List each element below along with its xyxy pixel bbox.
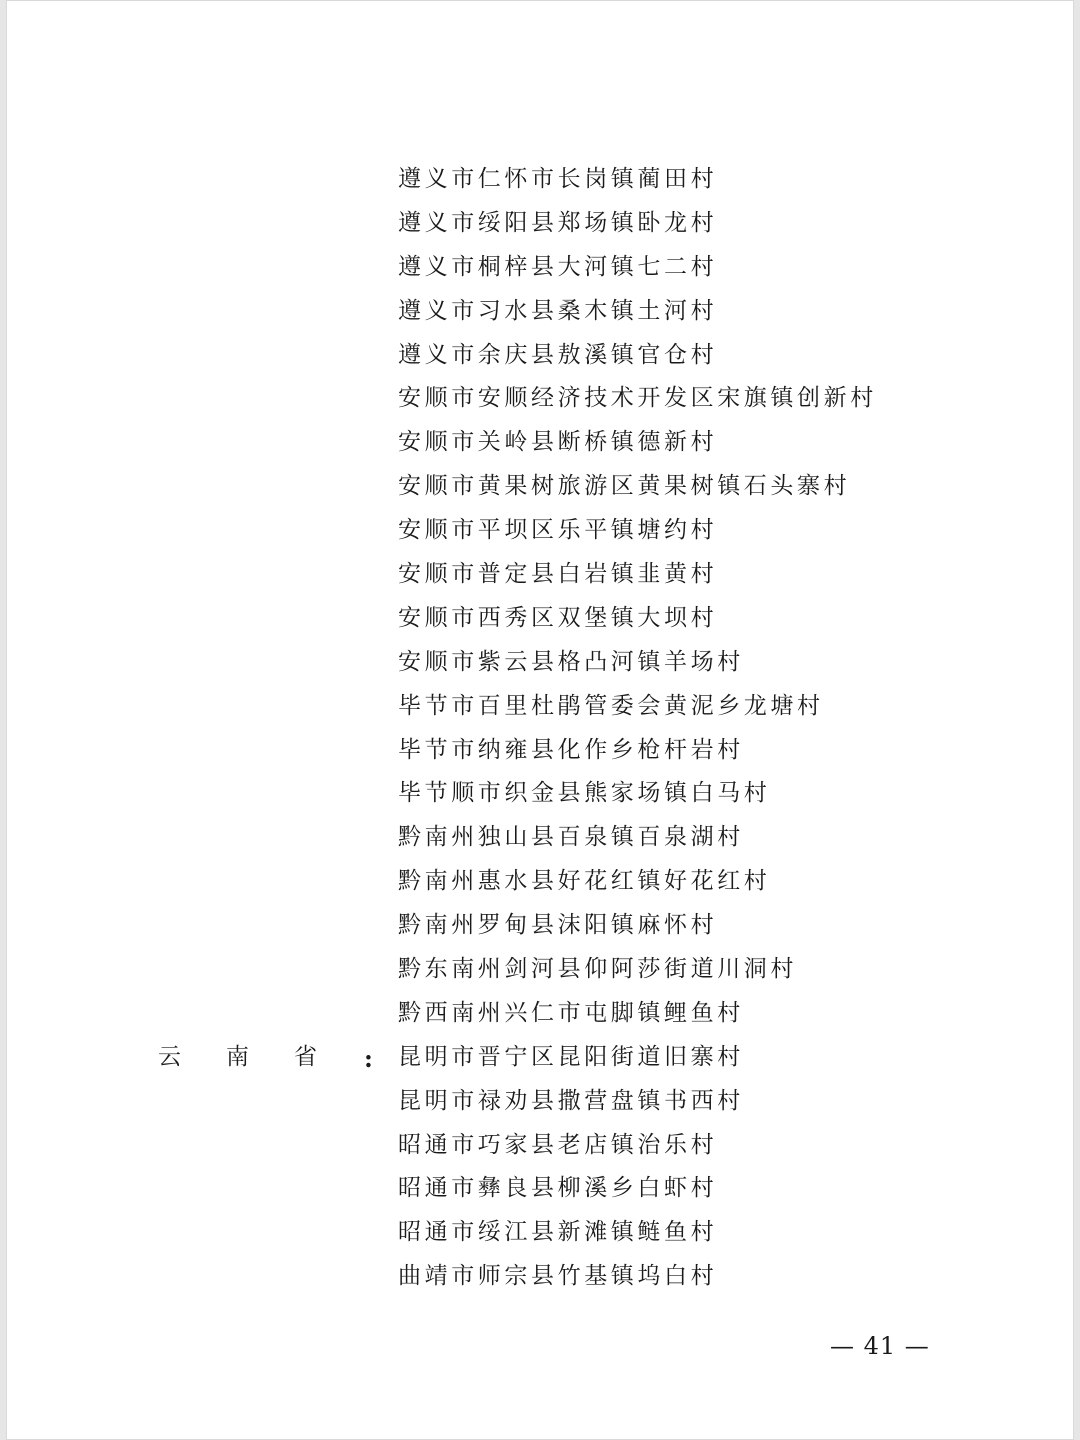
province-colon: : (364, 1044, 373, 1073)
list-item: 昆明市禄劝县撒营盘镇书西村 (398, 1087, 744, 1114)
list-item: 安顺市普定县白岩镇韭黄村 (398, 561, 718, 588)
list-item: 昭通市巧家县老店镇治乐村 (398, 1131, 718, 1158)
list-item: 安顺市黄果树旅游区黄果树镇石头寨村 (398, 473, 851, 500)
list-item: 昭通市彝良县柳溪乡白虾村 (398, 1175, 718, 1202)
list-item: 安顺市平坝区乐平镇塘约村 (398, 517, 718, 544)
list-item: 毕节市百里杜鹃管委会黄泥乡龙塘村 (398, 692, 824, 719)
list-item: 黔东南州剑河县仰阿莎街道川洞村 (398, 956, 797, 983)
list-item: 安顺市关岭县断桥镇德新村 (398, 429, 718, 456)
list-item: 昆明市晋宁区昆阳街道旧寨村 (398, 1043, 744, 1070)
list-item: 遵义市仁怀市长岗镇蔺田村 (398, 166, 718, 192)
list-item: 遵义市绥阳县郑场镇卧龙村 (398, 209, 718, 236)
list-item: 黔南州独山县百泉镇百泉湖村 (398, 824, 744, 851)
list-item: 曲靖市师宗县竹基镇坞白村 (398, 1263, 718, 1290)
list-item: 遵义市余庆县敖溪镇官仓村 (398, 341, 718, 368)
list-item: 毕节市纳雍县化作乡枪杆岩村 (398, 736, 744, 763)
list-item: 毕节顺市织金县熊家场镇白马村 (398, 780, 771, 807)
list-item: 黔南州惠水县好花红镇好花红村 (398, 868, 771, 895)
list-item: 黔南州罗甸县沫阳镇麻怀村 (398, 912, 718, 939)
village-list (398, 158, 877, 1299)
list-item: 黔西南州兴仁市屯脚镇鲤鱼村 (398, 999, 744, 1026)
list-item: 安顺市安顺经济技术开发区宋旗镇创新村 (398, 385, 877, 412)
document-page (6, 0, 1074, 1440)
list-item: 安顺市西秀区双堡镇大坝村 (398, 604, 718, 631)
list-item: 安顺市紫云县格凸河镇羊场村 (398, 648, 744, 675)
page-number: — 41 — (830, 1332, 930, 1360)
province-label: 云南省 (158, 1044, 362, 1070)
list-item: 遵义市桐梓县大河镇七二村 (398, 253, 718, 280)
list-item: 遵义市习水县桑木镇土河村 (398, 297, 718, 324)
list-item: 昭通市绥江县新滩镇鲢鱼村 (398, 1219, 718, 1246)
